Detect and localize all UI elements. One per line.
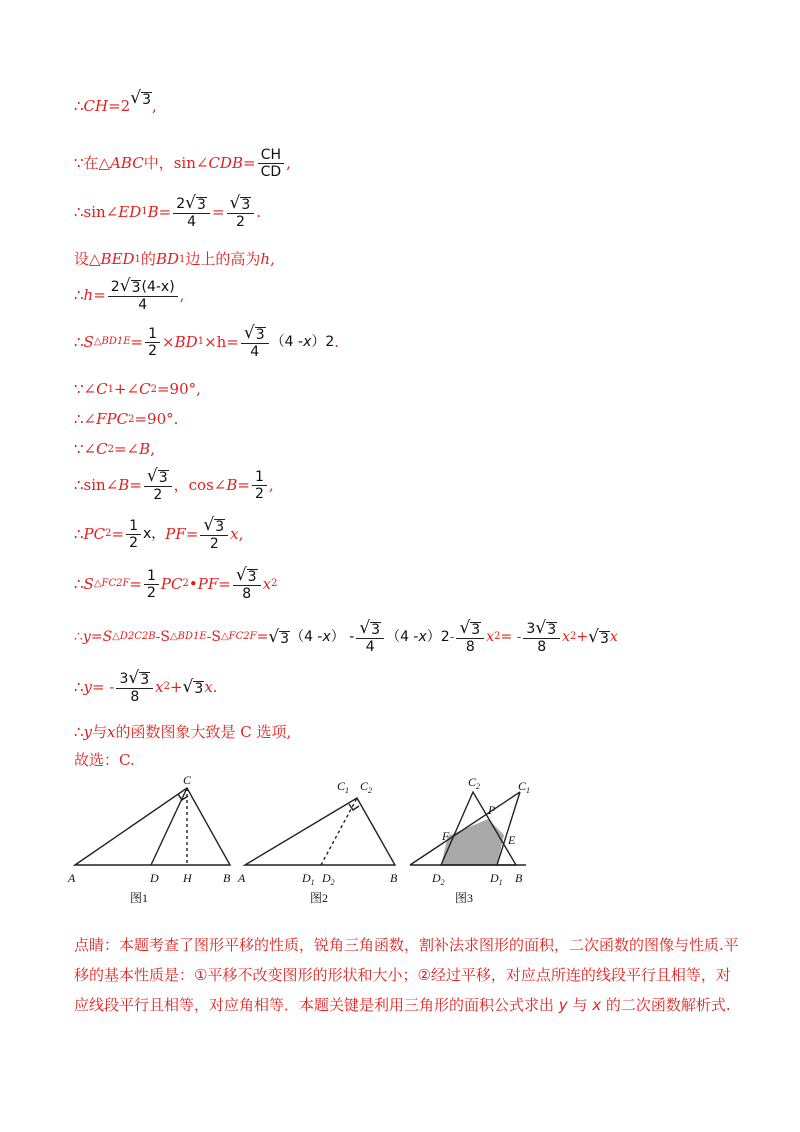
text: 中，sin∠ bbox=[143, 154, 209, 172]
label-d2: $D_2$ bbox=[322, 871, 335, 887]
text: 设△ bbox=[74, 250, 101, 268]
fraction: √ 3 4 bbox=[356, 620, 384, 654]
label-d2: $D_2$ bbox=[432, 871, 445, 887]
label-e: E bbox=[508, 833, 516, 847]
text: = - bbox=[500, 629, 522, 645]
var-x: x bbox=[303, 334, 312, 350]
subscript: 2 bbox=[182, 578, 189, 589]
var-y: y bbox=[83, 677, 93, 696]
text: （4 - bbox=[386, 629, 419, 645]
line-height-h bbox=[74, 252, 275, 267]
text: （4 - bbox=[290, 629, 323, 645]
fraction: $\frac{1}{2}$ bbox=[144, 569, 159, 600]
var-bed: BED bbox=[100, 250, 135, 268]
text: . bbox=[334, 332, 340, 351]
text: 的函数图象大致是 C 选项, bbox=[115, 723, 292, 741]
fraction: √ 3 2 bbox=[144, 468, 172, 502]
text: . bbox=[173, 410, 179, 428]
var-x: x bbox=[418, 629, 427, 645]
var-c: C bbox=[96, 380, 108, 398]
text: ∴ bbox=[74, 629, 83, 645]
subscript: △D2C2B bbox=[112, 631, 156, 642]
fraction: 2 √ 3 4 bbox=[173, 195, 210, 229]
line-h-value bbox=[74, 278, 184, 312]
var-x: x bbox=[609, 629, 618, 645]
text: ） bbox=[426, 629, 441, 645]
text: = bbox=[130, 332, 144, 351]
var-s: S bbox=[102, 629, 113, 645]
caption-fig1: 图1 bbox=[130, 891, 149, 905]
text: ∴sin∠ bbox=[74, 202, 119, 221]
label-a: A bbox=[238, 871, 246, 885]
var-ed: ED bbox=[118, 202, 142, 221]
text: - bbox=[206, 629, 212, 645]
text: ∴∠ bbox=[74, 410, 97, 428]
superscript: 2 bbox=[494, 631, 501, 642]
text: ） - bbox=[330, 629, 355, 645]
text: （4 - bbox=[270, 334, 304, 350]
text: =90° bbox=[134, 410, 174, 428]
label-c2: $C_2$ bbox=[360, 779, 373, 795]
text: . bbox=[256, 202, 262, 221]
note-text: 的二次函数解析式. bbox=[601, 996, 731, 1014]
var-fpc: FPC bbox=[96, 410, 129, 428]
line-answer bbox=[74, 753, 135, 768]
text: ×h= bbox=[204, 332, 239, 351]
var-x: x bbox=[262, 574, 272, 593]
comma: , bbox=[286, 154, 291, 172]
sqrt-3: √ 3 bbox=[130, 88, 151, 108]
text: ∴ bbox=[74, 285, 84, 304]
label-a: A bbox=[68, 871, 76, 885]
line-ch bbox=[74, 88, 157, 115]
comma: , bbox=[179, 285, 185, 304]
fraction: 2 √ 3 (4-x) 4 bbox=[108, 278, 178, 312]
text: - bbox=[449, 629, 455, 645]
fraction: $\frac{1}{2}$ bbox=[252, 470, 267, 501]
text: = bbox=[211, 202, 225, 221]
text: = - bbox=[92, 677, 115, 696]
therefore-sign: ∴ bbox=[74, 97, 84, 115]
text: = bbox=[242, 154, 256, 172]
text: = bbox=[256, 629, 269, 645]
line-sin-cdb bbox=[74, 148, 291, 179]
text: x， bbox=[143, 526, 166, 542]
var-pf: PF bbox=[197, 574, 219, 593]
label-c2: $C_2$ bbox=[468, 775, 481, 791]
superscript: 2 bbox=[440, 629, 450, 645]
text: = bbox=[129, 574, 142, 593]
text: S bbox=[160, 629, 170, 645]
label-d: D bbox=[150, 871, 159, 885]
var-x: x bbox=[204, 677, 213, 696]
var-s: S bbox=[83, 332, 94, 351]
text: ∴sin∠ bbox=[74, 475, 119, 494]
label-d1: $D_1$ bbox=[302, 871, 315, 887]
line-angle-sum bbox=[74, 382, 201, 397]
text: ，cos∠ bbox=[173, 475, 227, 494]
line-s-bd1e bbox=[74, 325, 339, 359]
text-eq2: =2 bbox=[108, 97, 131, 115]
text: +∠ bbox=[113, 380, 140, 398]
label-b: B bbox=[223, 871, 231, 885]
caption-fig3: 图3 bbox=[455, 891, 474, 905]
fraction: $\frac{1}{2}$ bbox=[126, 519, 141, 550]
subscript: 2 bbox=[150, 383, 157, 395]
line-fpc2 bbox=[74, 412, 178, 427]
subscript: 1 bbox=[141, 206, 148, 217]
text: + bbox=[169, 677, 183, 696]
comma: , bbox=[270, 250, 275, 268]
note-text: 点睛：本题考查了图形平移的性质，锐角三角函数，割补法求图形的面积，二次函数的图像与性质.平移的基本性质是：①平移不改变图形的形状和大小；②经过平移，对应点所连的线段平行且相等，对应线段平行且相等，对应角相等．本题关键是利用三角形的面积公式求出 bbox=[74, 936, 739, 1014]
label-c1: $C_1$ bbox=[337, 779, 350, 795]
text: ∴ bbox=[74, 524, 84, 543]
var-abc: ABC bbox=[110, 154, 144, 172]
text: ） bbox=[311, 334, 326, 350]
subscript: 1 bbox=[107, 383, 114, 395]
text: = bbox=[111, 524, 125, 543]
label-c: C bbox=[183, 773, 192, 787]
var-pf: PF bbox=[165, 524, 186, 543]
fraction-ch-cd: $\frac{CH}{CD}$ bbox=[258, 148, 285, 179]
line-s-fc2f bbox=[74, 567, 277, 601]
answer-text: 故选：C. bbox=[74, 751, 135, 769]
fraction: 3 √ 3 8 bbox=[523, 620, 560, 654]
subscript: 1 bbox=[179, 253, 186, 265]
segment-d1c1 bbox=[497, 792, 520, 865]
text: =90° bbox=[156, 380, 197, 398]
text: = bbox=[158, 202, 172, 221]
text: • bbox=[188, 574, 198, 593]
line-sin-cos-b bbox=[74, 468, 274, 502]
var-b: B bbox=[118, 475, 130, 494]
fraction: √ 3 8 bbox=[233, 567, 261, 601]
var-b: B bbox=[139, 440, 151, 458]
line-sin-ed1b bbox=[74, 195, 261, 229]
var-y: y bbox=[82, 629, 91, 645]
line-pc2-pf bbox=[74, 517, 243, 551]
subscript: 2 bbox=[105, 528, 112, 539]
var-x: x bbox=[322, 629, 331, 645]
text: = bbox=[185, 524, 199, 543]
fraction: $\frac{1}{2}$ bbox=[145, 327, 160, 358]
sqrt-3: √ 3 bbox=[182, 676, 204, 697]
subscript: 1 bbox=[134, 253, 141, 265]
superscript: 2 bbox=[163, 681, 170, 692]
text: + bbox=[576, 629, 589, 645]
var-ch: CH bbox=[83, 97, 109, 115]
label-d1: $D_1$ bbox=[490, 871, 503, 887]
subscript: 2 bbox=[128, 413, 135, 425]
fraction: √ 3 2 bbox=[227, 195, 255, 229]
comma: , bbox=[238, 524, 244, 543]
sqrt-3: √ 3 bbox=[268, 626, 290, 647]
label-p: P bbox=[488, 803, 496, 817]
var-b: B bbox=[147, 202, 159, 221]
fraction: 3 √ 3 8 bbox=[116, 670, 153, 704]
label-b: B bbox=[390, 871, 398, 885]
triangle-abc bbox=[75, 788, 230, 865]
note-text: 与 bbox=[567, 996, 593, 1014]
text: 的 bbox=[140, 250, 156, 268]
text: 在△ bbox=[83, 154, 111, 172]
because-sign: ∵ bbox=[74, 154, 84, 172]
label-c1: $C_1$ bbox=[518, 779, 531, 795]
triangle-abc bbox=[245, 798, 395, 865]
var-x: x bbox=[155, 677, 164, 696]
var-x: x bbox=[230, 524, 239, 543]
var-pc: PC bbox=[160, 574, 183, 593]
var-h: h bbox=[260, 250, 271, 268]
label-h: H bbox=[183, 871, 192, 885]
var-x: x bbox=[592, 996, 602, 1014]
var-s: S bbox=[83, 574, 94, 593]
text: × bbox=[162, 332, 175, 351]
var-bd: BD bbox=[174, 332, 198, 351]
comma: , bbox=[150, 440, 155, 458]
text: . bbox=[212, 677, 218, 696]
text: = bbox=[237, 475, 250, 494]
fraction: √ 3 4 bbox=[241, 325, 269, 359]
superscript: 2 bbox=[325, 334, 335, 350]
subscript: △BD1E bbox=[93, 336, 131, 347]
subscript: △FC2F bbox=[93, 578, 130, 589]
subscript: 2 bbox=[107, 443, 114, 455]
text: = bbox=[93, 285, 106, 304]
var-h: h bbox=[83, 285, 94, 304]
caption-fig2: 图2 bbox=[310, 891, 329, 905]
text: = bbox=[218, 574, 231, 593]
comma: , bbox=[196, 380, 201, 398]
label-b: B bbox=[515, 871, 523, 885]
var-x: x bbox=[562, 629, 571, 645]
superscript: 2 bbox=[271, 578, 278, 589]
figure-1 bbox=[67, 773, 231, 905]
text: ∴ bbox=[74, 574, 84, 593]
subscript: 1 bbox=[197, 336, 205, 347]
text: 与 bbox=[92, 723, 108, 741]
line-conclusion bbox=[74, 725, 291, 740]
text: - bbox=[155, 629, 161, 645]
text: ∵∠ bbox=[74, 380, 97, 398]
text: ∵∠ bbox=[74, 440, 97, 458]
line-y-full bbox=[74, 620, 618, 654]
text: ∴ bbox=[74, 723, 84, 741]
var-y: y bbox=[83, 723, 93, 741]
var-x: x bbox=[486, 629, 495, 645]
var-c: C bbox=[139, 380, 151, 398]
fraction: √ 3 2 bbox=[200, 517, 228, 551]
figures bbox=[70, 770, 540, 910]
key-point-note bbox=[74, 930, 744, 1020]
var-bd: BD bbox=[155, 250, 179, 268]
text: ∴ bbox=[74, 677, 84, 696]
comma: , bbox=[152, 97, 157, 115]
comma: , bbox=[268, 475, 274, 494]
figure-3 bbox=[410, 775, 530, 905]
line-y-result bbox=[74, 670, 218, 704]
text: 边上的高为 bbox=[185, 250, 261, 268]
subscript: △FC2F bbox=[220, 631, 257, 642]
sqrt-3: √ 3 bbox=[588, 626, 609, 647]
var-b: B bbox=[226, 475, 238, 494]
text: S bbox=[211, 629, 221, 645]
var-y: y bbox=[558, 996, 568, 1014]
text: ∴ bbox=[74, 332, 84, 351]
label-f: F bbox=[442, 829, 450, 843]
text: =∠ bbox=[113, 440, 140, 458]
var-pc: PC bbox=[83, 524, 106, 543]
fraction: √ 3 8 bbox=[456, 620, 484, 654]
line-c2-b bbox=[74, 442, 155, 457]
figure-2 bbox=[237, 779, 398, 905]
var-x: x bbox=[107, 723, 116, 741]
subscript: △BD1E bbox=[169, 631, 207, 642]
text: = bbox=[129, 475, 142, 494]
var-cdb: CDB bbox=[208, 154, 243, 172]
superscript: 2 bbox=[570, 631, 577, 642]
var-c: C bbox=[96, 440, 108, 458]
text: = bbox=[90, 629, 103, 645]
